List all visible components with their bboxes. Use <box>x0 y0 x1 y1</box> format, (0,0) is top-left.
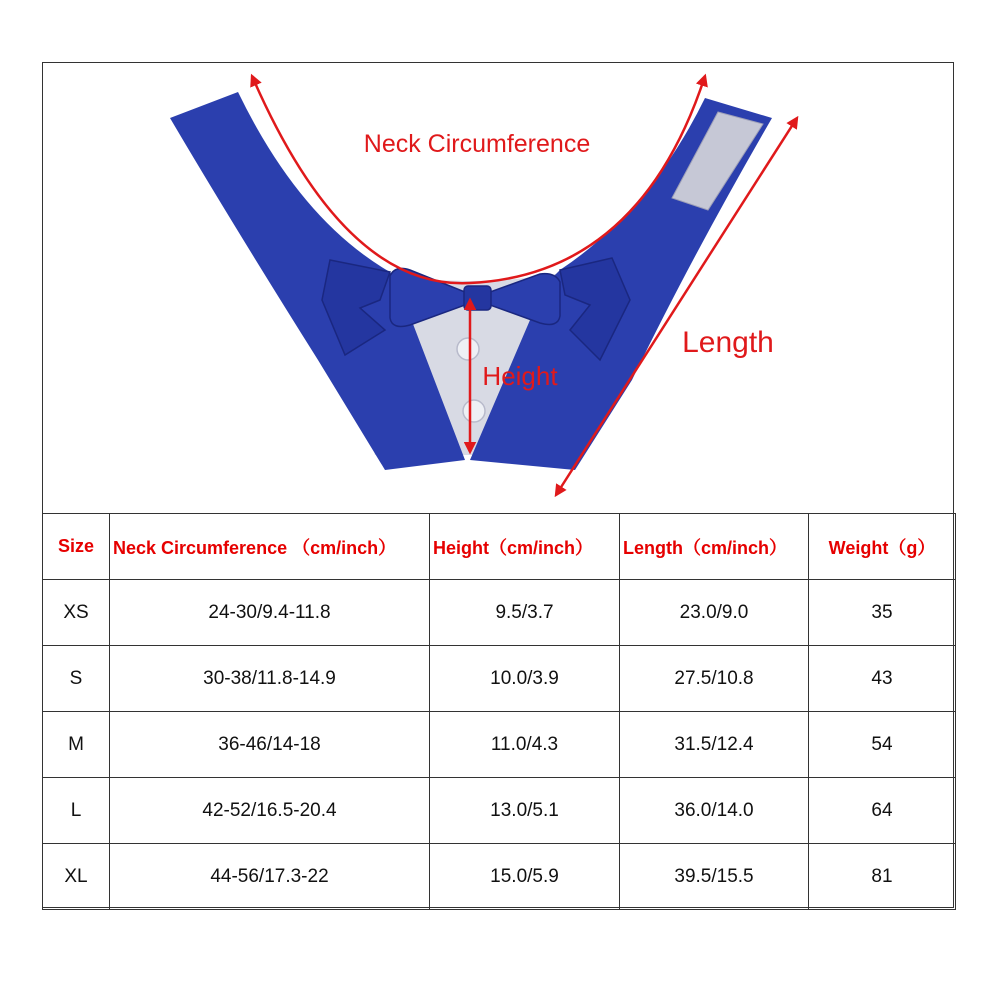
cell-size: XS <box>43 580 110 646</box>
bow-tie-knot <box>464 286 491 310</box>
cell-height: 15.0/5.9 <box>430 844 620 910</box>
cell-weight: 54 <box>809 712 956 778</box>
cell-length: 31.5/12.4 <box>620 712 809 778</box>
cell-height: 10.0/3.9 <box>430 646 620 712</box>
height-label: Height <box>482 361 558 391</box>
cell-size: L <box>43 778 110 844</box>
header-weight: Weight（g） <box>809 514 956 580</box>
shirt-button <box>457 338 479 360</box>
cell-length: 23.0/9.0 <box>620 580 809 646</box>
cell-weight: 81 <box>809 844 956 910</box>
cell-neck: 36-46/14-18 <box>110 712 430 778</box>
neck-label: Neck Circumference <box>363 130 591 158</box>
length-label: Length <box>682 326 774 359</box>
header-size: Size <box>43 514 110 580</box>
header-neck: Neck Circumference （cm/inch） <box>110 514 430 580</box>
header-height: Height（cm/inch） <box>430 514 620 580</box>
cell-length: 27.5/10.8 <box>620 646 809 712</box>
cell-weight: 43 <box>809 646 956 712</box>
cell-height: 13.0/5.1 <box>430 778 620 844</box>
product-illustration <box>43 63 953 513</box>
cell-neck: 24-30/9.4-11.8 <box>110 580 430 646</box>
table-row <box>43 580 956 646</box>
cell-weight: 35 <box>809 580 956 646</box>
table-row <box>43 844 956 910</box>
cell-length: 36.0/14.0 <box>620 778 809 844</box>
cell-size: S <box>43 646 110 712</box>
cell-weight: 64 <box>809 778 956 844</box>
cell-size: M <box>43 712 110 778</box>
table-header-row <box>43 514 956 580</box>
cell-height: 9.5/3.7 <box>430 580 620 646</box>
cell-neck: 30-38/11.8-14.9 <box>110 646 430 712</box>
cell-length: 39.5/15.5 <box>620 844 809 910</box>
table-row <box>43 712 956 778</box>
cell-neck: 44-56/17.3-22 <box>110 844 430 910</box>
table-row <box>43 778 956 844</box>
header-length: Length（cm/inch） <box>620 514 809 580</box>
shirt-button <box>463 400 485 422</box>
table-row <box>43 646 956 712</box>
cell-neck: 42-52/16.5-20.4 <box>110 778 430 844</box>
size-table <box>42 513 956 910</box>
cell-size: XL <box>43 844 110 910</box>
cell-height: 11.0/4.3 <box>430 712 620 778</box>
